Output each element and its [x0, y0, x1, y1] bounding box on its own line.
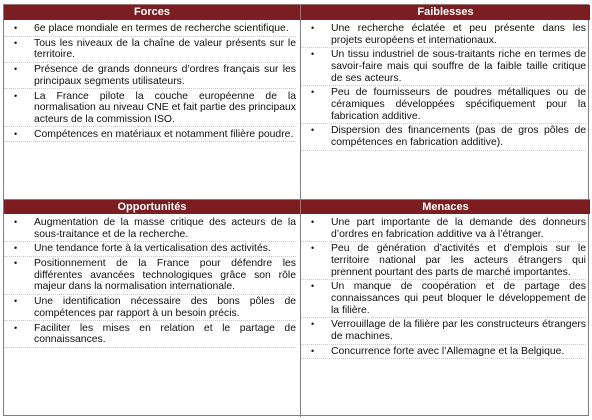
cell-opportunites: [4, 214, 300, 417]
list-item-text: Verrouillage de la filière par les constructeurs étrangers de machines.: [331, 319, 586, 342]
bullet-icon: •: [14, 37, 18, 48]
cell-menaces: [300, 214, 590, 417]
list-item-text: Une part importante de la demande des donneurs d’ordres en fabrication additive va à l’étranger.: [331, 217, 586, 240]
list-item: [4, 38, 296, 63]
bullet-icon: •: [14, 258, 18, 269]
swot-table: [3, 4, 589, 416]
list-item: [4, 217, 296, 242]
bullet-icon: •: [311, 243, 315, 254]
list-item-text: Faciliter les mises en relation et le partage de connaissances.: [34, 322, 296, 346]
list-item-text: Un tissu industriel de sous-traitants riche en termes de savoir-faire mais qui souffre de la faible taille critique de ses acteurs.: [331, 49, 586, 84]
bullet-icon: •: [14, 243, 18, 254]
list-item: [4, 243, 296, 257]
list-item-text: La France pilote la couche européenne de la normalisation au niveau CNE et fait partie des principaux acteurs de la commission ISO.: [34, 90, 296, 125]
header-menaces: Menaces: [300, 199, 590, 214]
list-item: [301, 87, 586, 124]
cell-faiblesses: [300, 20, 590, 199]
bullet-icon: •: [311, 87, 315, 98]
list-item-text: Une identification nécessaire des bons pôles de compétences par rapport à un besoin précis.: [34, 296, 296, 319]
header-faiblesses: Faiblesses: [300, 5, 590, 20]
list-item-text: Peu de génération d’activités et d’emplois sur le territoire national par les acteurs étrangers qui prennent pourtant des parts de marché importantes.: [331, 243, 586, 278]
bullet-icon: •: [14, 90, 18, 101]
list-item-text: Compétences en matériaux et notamment filière poudre.: [34, 128, 294, 140]
bullet-icon: •: [14, 23, 18, 33]
list-item-text: Une recherche éclatée et peu présente dans les projets européens et internationaux.: [331, 23, 586, 46]
header-forces: Forces: [4, 5, 300, 20]
list-item-text: Positionnement de la France pour défendre les différentes avancées technologiques grâce son rôle majeur dans la normalisation internationale.: [34, 258, 296, 293]
bullet-icon: •: [311, 49, 315, 60]
list-item: [4, 129, 296, 143]
bullet-icon: •: [14, 322, 18, 333]
list-opportunites: [4, 217, 296, 348]
header-opportunites: Opportunités: [4, 199, 300, 214]
cell-forces: [4, 20, 300, 199]
bullet-icon: •: [311, 217, 315, 227]
list-item: [4, 64, 296, 89]
list-item: [301, 23, 586, 48]
list-item: [4, 258, 296, 295]
list-item: [301, 217, 586, 242]
list-item-text: 6e place mondiale en termes de recherche scientifique.: [34, 23, 289, 34]
list-item-text: Un manque de coopération et de partage des connaissances qui peut bloquer le développement de la filière.: [331, 281, 586, 316]
list-item: [301, 125, 586, 150]
bullet-icon: •: [14, 217, 18, 227]
bullet-icon: •: [311, 23, 315, 33]
list-item: [4, 296, 296, 321]
bullet-icon: •: [14, 296, 18, 307]
list-item-text: Présence de grands donneurs d’ordres français sur les principaux segments utilisateurs.: [34, 64, 296, 87]
bullet-icon: •: [14, 128, 18, 139]
list-item-text: Peu de fournisseurs de poudres métalliques ou de céramiques développées spécifiquement pour la fabrication additive.: [331, 87, 586, 122]
list-item: [301, 281, 586, 318]
list-item-text: Tous les niveaux de la chaîne de valeur présents sur le territoire.: [34, 37, 296, 61]
list-item: [301, 243, 586, 280]
list-faiblesses: [301, 23, 586, 151]
list-item: [4, 91, 296, 128]
bullet-icon: •: [14, 64, 18, 75]
bullet-icon: •: [311, 281, 315, 292]
list-item: [301, 346, 586, 360]
bullet-icon: •: [311, 345, 315, 356]
list-item: [4, 23, 296, 37]
bullet-icon: •: [311, 319, 315, 330]
list-item-text: Concurrence forte avec l’Allemagne et la Belgique.: [331, 345, 565, 357]
list-item: [301, 49, 586, 86]
list-item-text: Augmentation de la masse critique des acteurs de la sous-traitance et de la recherche.: [34, 217, 296, 240]
list-item-text: Dispersion des financements (pas de gros pôles de compétences en fabrication additive).: [331, 125, 586, 148]
list-item-text: Une tendance forte à la verticalisation des activités.: [34, 243, 271, 255]
list-item: [4, 323, 296, 348]
bullet-icon: •: [311, 125, 315, 136]
list-item: [301, 319, 586, 344]
list-menaces: [301, 217, 586, 359]
list-forces: [4, 23, 296, 142]
